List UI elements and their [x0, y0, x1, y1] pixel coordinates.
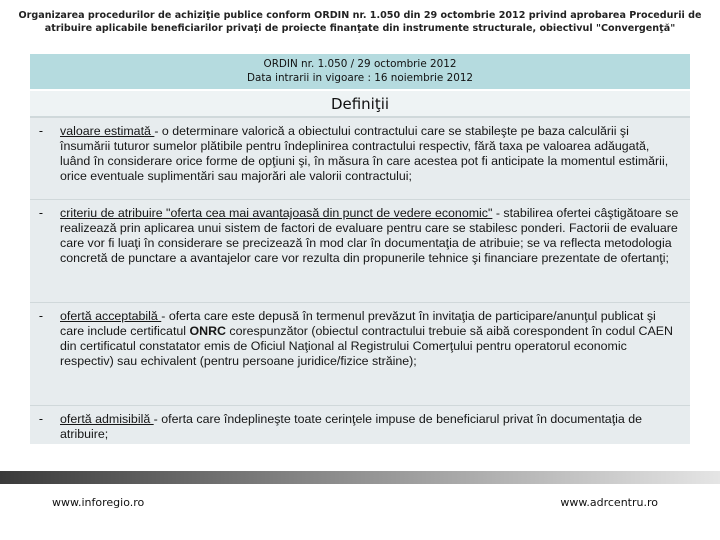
definition-body: - o determinare valorică a obiectului contractului care se stabileşte pe baza calculării şi însumării tuturor sumelor plătibile pentru îndeplinirea contractului respectiv, fără taxa pe valoarea adăugată, luând în considerare orice forme de opţiuni şi, în măsura în care acestea pot fi anticipate la momentul estimării, orice eventuale suplimentări sau majorări ale valorii contractului; [60, 124, 669, 183]
bullet-dash: - [38, 412, 44, 426]
definition-body-continued: corespunzător (obiectul contractului trebuie să aibă corespondent în codul CAEN din certificatul constatator emis de Oficiul Naţional al Registrului Comerţului pentru operatorul economic respectiv) sau echivalent (pentru persoane juridice/fizice străine); [60, 324, 673, 368]
order-number: ORDIN nr. 1.050 / 29 octombrie 2012 [263, 58, 457, 70]
bullet-dash: - [38, 124, 44, 138]
page-title-line-1: Organizarea procedurilor de achiziţie publice conform ORDIN nr. 1.050 din 29 octombrie 2012 privind aprobarea Procedurii de [18, 10, 702, 21]
definition-term: ofertă acceptabilă [60, 309, 162, 323]
order-effective-date: Data intrarii in vigoare : 16 noiembrie 2012 [246, 71, 474, 84]
definition-body: - stabilirea ofertei câştigătoare se realizează prin aplicarea unui sistem de factori de evaluare pentru care se stabilesc ponderi. Factorii de evaluare care vor fi luaţi în considerare se precizează în mod clar în documentaţia de atribuie; se va reflecta metodologia concretă de punctare a avantajelor care vor rezulta din propunerile tehnice şi financiare prezentate de ofertanţi; [60, 206, 679, 265]
definition-term: criteriu de atribuire "oferta cea mai avantajoasă din punct de vedere economic" [60, 206, 493, 220]
definition-row [30, 199, 690, 302]
definition-term: valoare estimată [60, 124, 155, 138]
definition-body: - oferta care îndeplineşte toate cerinţele impuse de beneficiarul privat în documentaţia de atribuire; [60, 412, 643, 441]
bullet-dash: - [38, 206, 44, 220]
order-reference-box [30, 54, 690, 89]
definition-text [60, 412, 682, 442]
definition-text [60, 206, 682, 266]
page-title [8, 10, 712, 35]
bullet-dash: - [38, 309, 44, 323]
definitions-heading: Definiţii [30, 91, 690, 117]
page-title-line-2: atribuire aplicabile beneficiarilor privaţi de proiecte finanţate din instrumente structurale, obiectivul "Convergenţă" [44, 22, 676, 34]
definition-emphasis: ONRC [189, 324, 226, 338]
definition-body: - oferta care este depusă în termenul prevăzut în invitaţia de participare/anunţul publicat şi care include certificatul [60, 309, 656, 338]
definition-row [30, 117, 690, 199]
footer-link-inforegio[interactable]: www.inforegio.ro [52, 496, 145, 509]
footer-link-adrcentru[interactable]: www.adrcentru.ro [560, 496, 658, 509]
definition-text [60, 309, 682, 369]
definition-text [60, 124, 682, 184]
definition-term: ofertă admisibilă [60, 412, 154, 426]
definition-row [30, 405, 690, 444]
definition-row [30, 302, 690, 405]
footer-divider-bar [0, 471, 720, 484]
definitions-table [30, 117, 690, 444]
